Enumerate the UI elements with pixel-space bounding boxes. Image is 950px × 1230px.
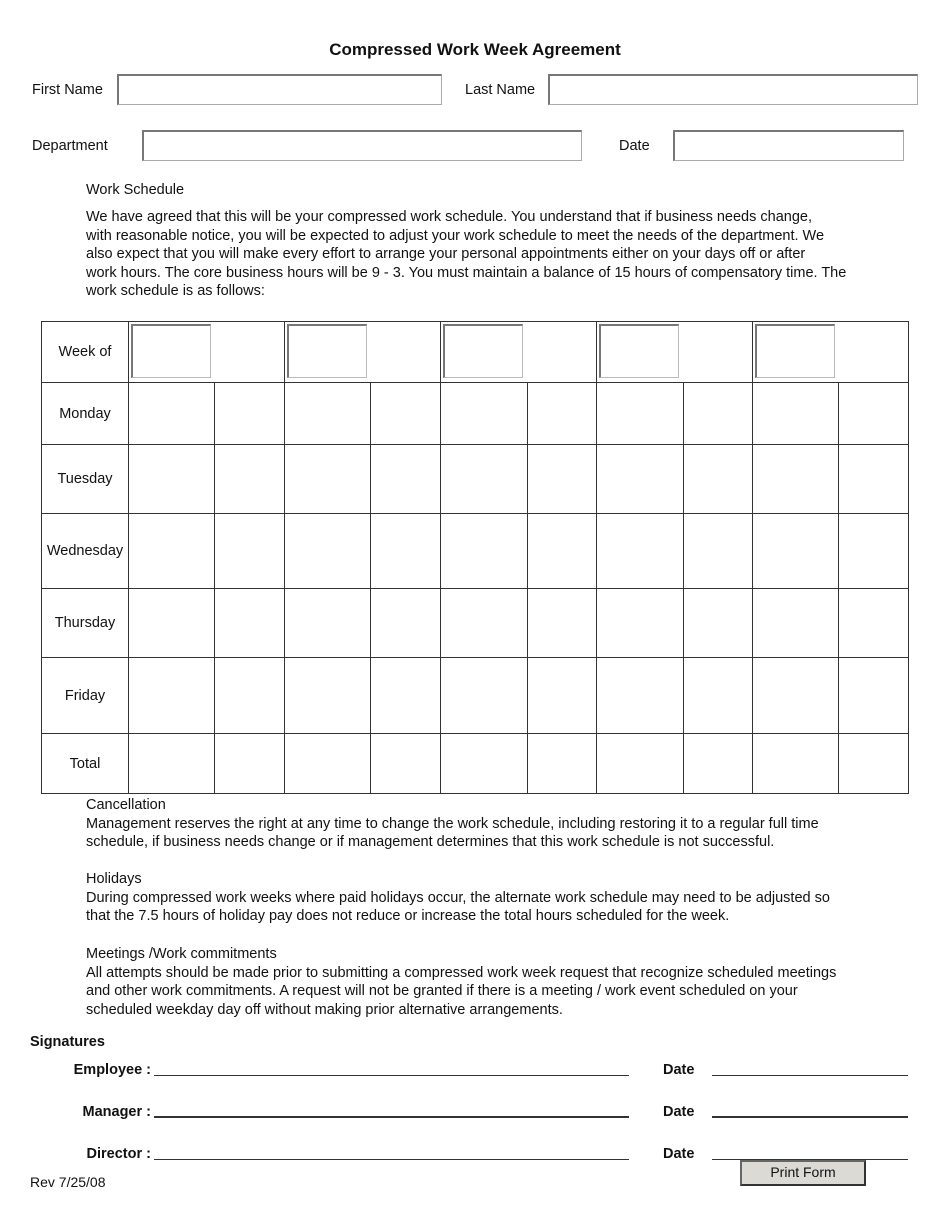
schedule-cell[interactable] [371,734,441,794]
signatures-heading: Signatures [30,1034,105,1050]
row-label-wednesday: Wednesday [42,514,129,589]
holidays-line: During compressed work weeks where paid holidays occur, the alternate work schedule may need to be adjusted so [86,889,830,906]
first-name-label: First Name [32,82,103,98]
meetings-line: and other work commitments. A request will not be granted if there is a meeting / work event scheduled on your [86,983,798,999]
schedule-cell[interactable] [684,589,753,658]
schedule-cell[interactable] [129,589,215,658]
schedule-cell[interactable] [528,658,597,734]
schedule-cell[interactable] [684,658,753,734]
schedule-cell[interactable] [528,383,597,445]
schedule-cell[interactable] [129,445,215,514]
schedule-cell[interactable] [371,514,441,589]
revision-label: Rev 7/25/08 [30,1174,106,1190]
schedule-cell[interactable] [215,658,285,734]
date-label: Date [619,138,650,154]
schedule-cell[interactable] [839,514,909,589]
schedule-cell[interactable] [129,734,215,794]
schedule-cell[interactable] [839,734,909,794]
schedule-cell[interactable] [528,445,597,514]
schedule-cell[interactable] [597,383,684,445]
schedule-cell[interactable] [285,514,371,589]
schedule-cell[interactable] [684,445,753,514]
schedule-cell[interactable] [215,383,285,445]
work-schedule-paragraph [86,208,906,301]
schedule-cell[interactable] [441,734,528,794]
schedule-cell[interactable] [441,383,528,445]
schedule-cell[interactable] [285,734,371,794]
work-schedule-line: with reasonable notice, you will be expected to adjust your work schedule to meet the needs of the department. We [86,227,825,244]
last-name-input[interactable] [548,74,918,105]
week-of-input[interactable] [755,324,835,378]
schedule-cell[interactable] [371,383,441,445]
schedule-cell[interactable] [285,658,371,734]
schedule-cell[interactable] [753,589,839,658]
work-schedule-line: work schedule is as follows: [86,283,265,299]
cancellation-line: Management reserves the right at any time to change the work schedule, including restoring it to a regular full time [86,815,819,832]
schedule-cell[interactable] [839,589,909,658]
schedule-cell[interactable] [371,658,441,734]
schedule-cell[interactable] [597,445,684,514]
row-label-total: Total [42,734,129,794]
schedule-cell[interactable] [597,589,684,658]
print-form-button[interactable]: Print Form [740,1160,866,1186]
holidays-line: that the 7.5 hours of holiday pay does not reduce or increase the total hours scheduled for the week. [86,908,730,924]
manager-signature-line[interactable] [154,1116,629,1118]
cancellation-section [86,796,906,852]
meetings-line: All attempts should be made prior to submitting a compressed work week request that recognize scheduled meetings [86,964,837,981]
week-cell [753,322,909,383]
meetings-line: scheduled weekday day off without making prior alternative arrangements. [86,1001,563,1018]
schedule-cell[interactable] [215,589,285,658]
schedule-cell[interactable] [371,445,441,514]
schedule-cell[interactable] [285,445,371,514]
schedule-cell[interactable] [684,514,753,589]
work-schedule-line: We have agreed that this will be your compressed work schedule. You understand that if business needs change, [86,209,812,225]
monday-row [42,383,909,445]
last-name-label: Last Name [465,82,536,98]
meetings-section [86,945,906,1019]
schedule-cell[interactable] [441,658,528,734]
manager-label: Manager : [82,1104,151,1120]
holidays-section [86,870,906,926]
schedule-cell[interactable] [441,445,528,514]
date-input[interactable] [673,130,904,161]
week-of-input[interactable] [599,324,679,378]
schedule-cell[interactable] [528,734,597,794]
row-label-monday: Monday [42,383,129,445]
week-of-input[interactable] [443,324,523,378]
week-of-row [42,322,909,383]
week-cell [129,322,285,383]
schedule-cell[interactable] [753,734,839,794]
schedule-cell[interactable] [753,514,839,589]
total-row [42,734,909,794]
work-schedule-line: work hours. The core business hours will be 9 - 3. You must maintain a balance of 15 hours of compensatory time. The [86,264,847,281]
schedule-cell[interactable] [597,658,684,734]
director-date-label: Date [663,1146,695,1162]
week-of-label: Week of [42,322,129,383]
schedule-cell[interactable] [215,445,285,514]
schedule-cell[interactable] [528,514,597,589]
cancellation-heading: Cancellation [86,797,166,813]
employee-date-label: Date [663,1062,695,1078]
week-of-input[interactable] [287,324,367,378]
week-of-input[interactable] [131,324,211,378]
schedule-cell[interactable] [753,658,839,734]
employee-date-line[interactable] [712,1075,908,1076]
department-label: Department [32,138,108,154]
schedule-table [41,321,909,794]
schedule-cell[interactable] [129,658,215,734]
schedule-cell[interactable] [597,514,684,589]
employee-signature-line[interactable] [154,1075,629,1076]
schedule-cell[interactable] [684,734,753,794]
first-name-input[interactable] [117,74,442,105]
holidays-heading: Holidays [86,871,142,887]
schedule-cell[interactable] [753,383,839,445]
schedule-cell[interactable] [371,589,441,658]
meetings-heading: Meetings /Work commitments [86,946,277,962]
schedule-cell[interactable] [129,514,215,589]
schedule-cell[interactable] [753,445,839,514]
work-schedule-line: also expect that you will make every effort to arrange your personal appointments either on your days off or after [86,246,806,262]
week-cell [597,322,753,383]
row-label-friday: Friday [42,658,129,734]
wednesday-row [42,514,909,589]
thursday-row [42,589,909,658]
page-title: Compressed Work Week Agreement [329,40,621,59]
director-signature-line[interactable] [154,1159,629,1160]
department-input[interactable] [142,130,582,161]
schedule-cell[interactable] [129,383,215,445]
work-schedule-heading: Work Schedule [86,182,185,198]
schedule-cell[interactable] [684,383,753,445]
tuesday-row [42,445,909,514]
row-label-tuesday: Tuesday [42,445,129,514]
row-label-thursday: Thursday [42,589,129,658]
cancellation-line: schedule, if business needs change or if management determines that this work schedule is not successful. [86,834,775,850]
friday-row [42,658,909,734]
schedule-cell[interactable] [839,383,909,445]
director-label: Director : [86,1146,151,1162]
employee-label: Employee : [73,1062,151,1078]
week-cell [285,322,441,383]
schedule-cell[interactable] [215,514,285,589]
schedule-cell[interactable] [285,383,371,445]
schedule-cell[interactable] [839,445,909,514]
manager-date-line[interactable] [712,1116,908,1118]
schedule-cell[interactable] [597,734,684,794]
manager-date-label: Date [663,1104,695,1120]
week-cell [441,322,597,383]
schedule-cell[interactable] [285,589,371,658]
schedule-cell[interactable] [215,734,285,794]
schedule-cell[interactable] [441,514,528,589]
schedule-cell[interactable] [839,658,909,734]
schedule-cell[interactable] [528,589,597,658]
schedule-cell[interactable] [441,589,528,658]
